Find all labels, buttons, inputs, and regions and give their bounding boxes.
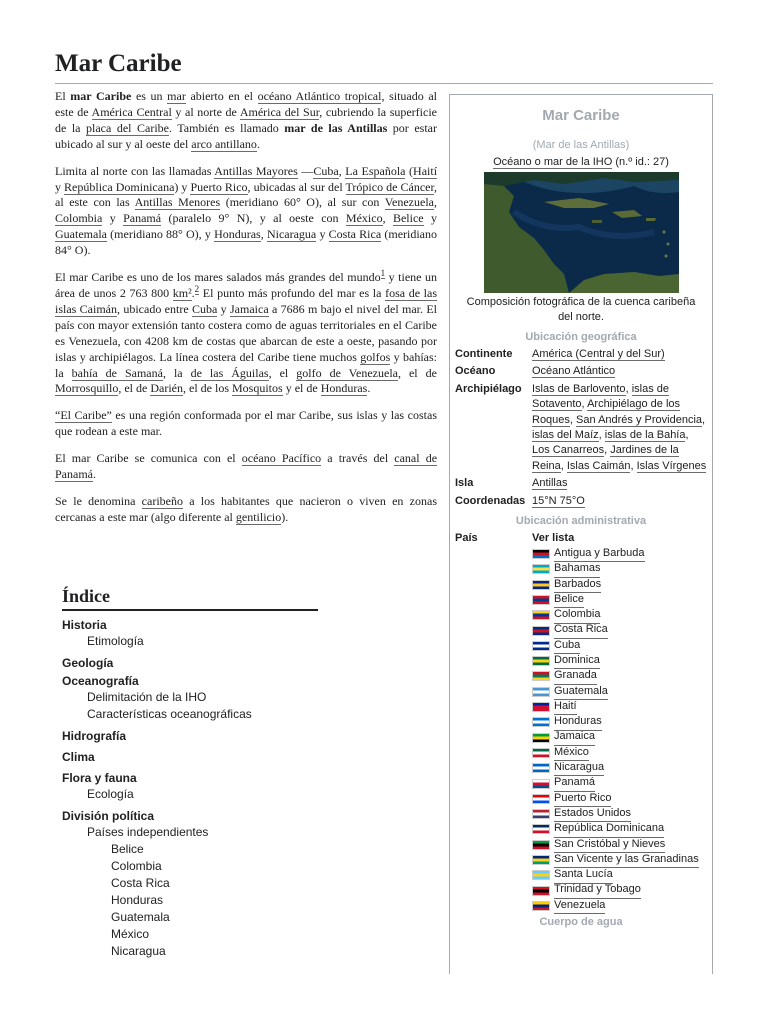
country-link[interactable]: Jamaica bbox=[554, 729, 595, 745]
flag-icon bbox=[532, 901, 550, 911]
text-run: y bbox=[316, 227, 329, 242]
list-separator: , bbox=[685, 429, 689, 442]
article-body bbox=[55, 89, 437, 537]
list-separator: , bbox=[604, 444, 611, 457]
article-link[interactable]: océano Pacífico bbox=[241, 451, 322, 466]
article-link[interactable]: América del Sur bbox=[239, 104, 320, 119]
archipielago-link[interactable]: Islas Vírgenes bbox=[636, 459, 707, 472]
text-run: . bbox=[93, 467, 96, 482]
row-oceano bbox=[450, 364, 712, 379]
text-run: y bbox=[217, 301, 231, 316]
article-link[interactable]: placa del Caribe bbox=[86, 120, 169, 135]
value-coordenadas bbox=[532, 494, 712, 509]
country-link[interactable]: Honduras bbox=[554, 714, 602, 730]
label-isla: Isla bbox=[455, 477, 474, 490]
country-link[interactable]: Nicaragua bbox=[554, 760, 604, 776]
text-run: , bbox=[434, 195, 437, 210]
country-link[interactable]: Granada bbox=[554, 668, 597, 684]
text-run: y bbox=[423, 211, 438, 226]
flag-icon bbox=[532, 840, 550, 850]
text-run: ( bbox=[405, 163, 414, 178]
country-item bbox=[532, 761, 708, 776]
country-item bbox=[532, 623, 708, 638]
country-item bbox=[532, 822, 708, 837]
label-archipielago: Archipiélago bbox=[455, 382, 522, 395]
toc-item[interactable]: Etimología bbox=[87, 634, 144, 648]
article-link[interactable]: arco antillano bbox=[191, 136, 257, 151]
toc-item[interactable]: Países independientes bbox=[87, 825, 209, 839]
text-run: . También es llamado bbox=[169, 120, 285, 135]
paragraph-intro bbox=[55, 89, 437, 153]
flag-icon bbox=[532, 580, 550, 590]
row-isla bbox=[450, 476, 712, 491]
row-coordenadas bbox=[450, 494, 712, 509]
text-run: , el bbox=[268, 365, 297, 380]
infobox-title: Mar Caribe bbox=[542, 107, 620, 124]
infobox-iho-line bbox=[450, 156, 712, 168]
country-item bbox=[532, 730, 708, 745]
list-separator: , bbox=[598, 429, 605, 442]
list-separator: , bbox=[630, 459, 637, 472]
country-item bbox=[532, 745, 708, 760]
toc-list bbox=[62, 617, 318, 960]
toc-title: Índice bbox=[62, 586, 318, 611]
iho-link[interactable]: Océano o mar de la IHO bbox=[493, 156, 613, 168]
text-run: es un bbox=[131, 89, 168, 103]
country-link[interactable]: Venezuela bbox=[554, 898, 605, 914]
country-link[interactable]: San Cristóbal y Nieves bbox=[554, 837, 665, 853]
country-item bbox=[532, 898, 708, 913]
text-run: abierto en el bbox=[185, 89, 258, 103]
table-of-contents bbox=[62, 586, 318, 960]
article-link[interactable]: Venezuela bbox=[384, 195, 434, 210]
flag-icon bbox=[532, 610, 550, 620]
country-item bbox=[532, 807, 708, 822]
archipielago-link[interactable]: islas de Sotavento bbox=[532, 382, 669, 411]
paragraph-demonym bbox=[55, 494, 437, 526]
continente-link[interactable]: América (Central y del Sur) bbox=[532, 348, 665, 360]
list-separator: , bbox=[625, 382, 632, 395]
archipielago-link[interactable]: islas de la Bahía bbox=[604, 429, 686, 442]
text-run: , ubicadas al sur del bbox=[247, 179, 346, 194]
section-header-geo: Ubicación geográfica bbox=[525, 331, 637, 343]
text-run: , al este con las bbox=[55, 179, 437, 210]
article-link[interactable]: canal de Panamá bbox=[55, 451, 438, 482]
toc-item[interactable]: Honduras bbox=[111, 893, 164, 907]
country-link[interactable]: Bahamas bbox=[554, 561, 600, 577]
flag-icon bbox=[532, 717, 550, 727]
flag-icon bbox=[532, 641, 550, 651]
country-item bbox=[532, 654, 708, 669]
article-link[interactable]: km² bbox=[172, 285, 192, 300]
country-item bbox=[532, 791, 708, 806]
country-link[interactable]: República Dominicana bbox=[554, 821, 664, 837]
value-isla bbox=[532, 476, 712, 491]
country-link[interactable]: Antigua y Barbuda bbox=[554, 546, 645, 562]
toc-item[interactable]: Colombia bbox=[111, 859, 162, 873]
reference-link[interactable]: 2 bbox=[194, 283, 200, 294]
country-list bbox=[532, 546, 708, 913]
text-run: ) y bbox=[174, 179, 191, 194]
toc-item[interactable]: Guatemala bbox=[111, 910, 170, 924]
article-link[interactable]: Belice bbox=[392, 211, 424, 226]
paragraph-size bbox=[55, 270, 437, 397]
country-item bbox=[532, 638, 708, 653]
article-link[interactable]: Jamaica bbox=[230, 301, 269, 316]
country-item bbox=[532, 669, 708, 684]
text-run: , ubicado entre bbox=[117, 301, 192, 316]
article-link[interactable]: Cuba bbox=[313, 163, 339, 178]
article-link[interactable]: Trópico de Cáncer bbox=[345, 179, 434, 194]
paragraph-region bbox=[55, 408, 437, 440]
country-item bbox=[532, 562, 708, 577]
article-link[interactable]: Colombia bbox=[55, 211, 103, 226]
flag-icon bbox=[532, 687, 550, 697]
article-link[interactable]: “El Caribe” bbox=[55, 408, 112, 423]
text-run: (paralelo 9° N), y al oeste con bbox=[161, 211, 346, 226]
text-run: y tiene un área de unos 2 763 800 bbox=[55, 270, 437, 300]
article-link[interactable]: México bbox=[345, 211, 383, 226]
article-link[interactable]: fosa de las islas Caimán bbox=[55, 285, 437, 316]
article-link[interactable]: golfos bbox=[360, 349, 391, 364]
country-item bbox=[532, 608, 708, 623]
toc-item[interactable]: Hidrografía bbox=[62, 729, 127, 743]
label-coordenadas: Coordenadas bbox=[455, 494, 526, 507]
article-link[interactable]: Nicaragua bbox=[266, 227, 317, 242]
value-archipielago bbox=[532, 382, 712, 474]
page-title: Mar Caribe bbox=[55, 50, 182, 77]
article-link[interactable]: mar bbox=[167, 89, 186, 103]
country-item bbox=[532, 715, 708, 730]
country-item bbox=[532, 852, 708, 867]
row-archipielago bbox=[450, 382, 712, 474]
flag-icon bbox=[532, 886, 550, 896]
text-run: . bbox=[256, 136, 260, 151]
infobox-image-caption: Composición fotográfica de la cuenca caribeña del norte. bbox=[466, 296, 696, 323]
flag-icon bbox=[532, 794, 550, 804]
article-link[interactable]: Haití bbox=[413, 163, 438, 178]
value-continente bbox=[532, 347, 712, 362]
text-run: , el de los bbox=[183, 381, 232, 396]
country-item bbox=[532, 837, 708, 852]
label-continente: Continente bbox=[455, 348, 513, 360]
list-separator: , bbox=[560, 459, 567, 472]
toc-item[interactable]: Belice bbox=[111, 842, 144, 856]
text-run: El bbox=[55, 89, 71, 103]
article-link[interactable]: Guatemala bbox=[55, 227, 107, 242]
text-run: , bbox=[338, 163, 346, 178]
toc-item[interactable]: Flora y fauna bbox=[62, 771, 137, 785]
caribbean-satellite-image[interactable] bbox=[484, 172, 679, 293]
row-continente bbox=[450, 347, 712, 362]
text-run: . bbox=[191, 285, 195, 300]
article-link[interactable]: La Española bbox=[345, 163, 406, 178]
country-link[interactable]: Haití bbox=[554, 699, 577, 715]
country-item bbox=[532, 883, 708, 898]
title-divider bbox=[55, 83, 713, 84]
country-item bbox=[532, 577, 708, 592]
article-link[interactable]: Morrosquillo bbox=[55, 381, 119, 396]
toc-item[interactable]: México bbox=[111, 927, 150, 941]
text-run: — bbox=[297, 163, 314, 178]
article-link[interactable]: Panamá bbox=[123, 211, 162, 226]
article-link[interactable]: República Dominicana bbox=[64, 179, 175, 194]
country-link[interactable]: Barbados bbox=[554, 577, 601, 593]
text-run: por estar ubicado al sur y al oeste del bbox=[55, 120, 437, 151]
archipielago-link[interactable]: islas del Maíz bbox=[532, 429, 599, 442]
article-link[interactable]: caribeño bbox=[141, 493, 183, 508]
text-run: (meridiano 60° O), al sur con bbox=[220, 195, 385, 210]
toc-item[interactable]: Nicaragua bbox=[111, 944, 166, 958]
section-header-water-body: Cuerpo de agua bbox=[539, 915, 623, 928]
country-link[interactable]: Santa Lucía bbox=[554, 867, 613, 883]
flag-icon bbox=[532, 671, 550, 681]
text-run: , bbox=[382, 211, 393, 226]
flag-icon bbox=[532, 824, 550, 834]
label-pais: País bbox=[455, 532, 478, 545]
flag-icon bbox=[532, 870, 550, 880]
text-run: a los habitantes que nacieron o viven en zonas cercanas a este mar (algo diferente al bbox=[55, 493, 437, 524]
country-link[interactable]: Estados Unidos bbox=[554, 806, 631, 822]
flag-icon bbox=[532, 763, 550, 773]
row-pais bbox=[450, 531, 712, 914]
article-link[interactable]: de las Águilas bbox=[190, 365, 269, 380]
flag-icon bbox=[532, 733, 550, 743]
country-item bbox=[532, 868, 708, 883]
country-link[interactable]: Dominica bbox=[554, 653, 600, 669]
country-link[interactable]: Cuba bbox=[554, 638, 580, 654]
list-separator: , bbox=[702, 413, 706, 426]
article-link[interactable]: Puerto Rico bbox=[190, 179, 248, 194]
country-item bbox=[532, 684, 708, 699]
paragraph-panama bbox=[55, 451, 437, 483]
text-run: es una región conformada por el mar Caribe, sus islas y las costas que rodean a este mar. bbox=[55, 408, 437, 439]
paragraph-limits bbox=[55, 164, 437, 259]
coordinates-link[interactable]: 15°N 75°O bbox=[532, 494, 585, 507]
archipielago-link[interactable]: Islas de Barlovento bbox=[532, 382, 626, 395]
bold-term: mar Caribe bbox=[70, 89, 132, 103]
text-run: , bbox=[260, 227, 267, 242]
flag-icon bbox=[532, 748, 550, 758]
toc-item[interactable]: Historia bbox=[62, 618, 107, 632]
isla-link[interactable]: Antillas bbox=[532, 477, 568, 490]
country-item bbox=[532, 546, 708, 561]
text-run: , cubriendo la superficie de la bbox=[55, 104, 437, 135]
text-run: (meridiano 84° O). bbox=[55, 227, 438, 258]
article-link[interactable]: Honduras bbox=[214, 227, 261, 242]
list-separator: , bbox=[581, 398, 588, 411]
archipielago-link[interactable]: San Andrés y Providencia bbox=[576, 413, 703, 426]
flag-icon bbox=[532, 656, 550, 666]
ver-lista-toggle[interactable]: Ver lista bbox=[532, 532, 575, 545]
reference-link[interactable]: 1 bbox=[380, 268, 386, 279]
country-link[interactable]: Guatemala bbox=[554, 684, 608, 700]
text-run: , el de bbox=[397, 365, 437, 380]
text-run: Limita al norte con las llamadas bbox=[55, 163, 215, 178]
flag-icon bbox=[532, 809, 550, 819]
country-link[interactable]: México bbox=[554, 745, 589, 761]
country-link[interactable]: Belice bbox=[554, 592, 584, 608]
country-link[interactable]: Trinidad y Tobago bbox=[554, 882, 641, 898]
toc-item[interactable]: Características oceanográficas bbox=[87, 707, 252, 721]
article-link[interactable]: golfo de Venezuela bbox=[296, 365, 398, 380]
bold-term: mar de las Antillas bbox=[284, 120, 388, 135]
value-oceano bbox=[532, 364, 712, 379]
country-link[interactable]: Costa Rica bbox=[554, 622, 608, 638]
toc-item[interactable]: Clima bbox=[62, 750, 95, 764]
article-link[interactable]: bahía de Samaná bbox=[71, 365, 163, 380]
article-link[interactable]: América Central bbox=[91, 104, 172, 119]
article-link[interactable]: Antillas Menores bbox=[134, 195, 221, 210]
text-run: (meridiano 88° O), y bbox=[106, 227, 215, 242]
text-run: y bbox=[55, 179, 65, 194]
text-run: Se le denomina bbox=[55, 493, 142, 508]
article-link[interactable]: Darién bbox=[150, 381, 183, 396]
article-link[interactable]: océano Atlántico tropical bbox=[257, 89, 382, 103]
text-run: El mar Caribe es uno de los mares salados más grandes del mundo bbox=[55, 270, 381, 285]
toc-item[interactable]: Costa Rica bbox=[111, 876, 170, 890]
infobox-alt-name: (Mar de las Antillas) bbox=[532, 139, 630, 151]
text-run: ). bbox=[281, 509, 289, 524]
flag-icon bbox=[532, 549, 550, 559]
text-run: . bbox=[367, 381, 371, 396]
archipielago-link[interactable]: Archipiélago de los Roques bbox=[532, 398, 681, 426]
flag-icon bbox=[532, 779, 550, 789]
label-oceano: Océano bbox=[455, 365, 496, 378]
toc-item[interactable]: División política bbox=[62, 809, 155, 823]
text-run: , la bbox=[162, 365, 191, 380]
article-link[interactable]: Cuba bbox=[191, 301, 218, 316]
text-run: El punto más profundo del mar es la bbox=[199, 285, 386, 300]
article-link[interactable]: Costa Rica bbox=[328, 227, 382, 242]
text-run: El mar Caribe se comunica con el bbox=[55, 451, 242, 466]
toc-item[interactable]: Oceanografía bbox=[62, 674, 139, 688]
text-run: a 7686 m bajo el nivel del mar. El país con mayor extensión tanto costera como de aguas territoriales en el Caribe es Venezuela, con 4208 km de costas que abarcan de este a oeste, pasando por islas y archipiélagos. La línea costera del Caribe tiene muchos bbox=[55, 301, 438, 364]
archipielago-link[interactable]: Jardines de la Reina bbox=[532, 444, 679, 472]
article-link[interactable]: Antillas Mayores bbox=[214, 163, 298, 178]
flag-icon bbox=[532, 564, 550, 574]
text-run: , el de bbox=[118, 381, 151, 396]
toc-item[interactable]: Geología bbox=[62, 656, 114, 670]
iho-id: (n.º id.: 27) bbox=[615, 156, 669, 168]
archipielago-link[interactable]: Los Canarreos bbox=[532, 444, 605, 457]
toc-item[interactable]: Ecología bbox=[87, 787, 134, 801]
article-link[interactable]: Mosquitos bbox=[232, 381, 283, 396]
text-run: y bbox=[102, 211, 124, 226]
flag-icon bbox=[532, 595, 550, 605]
flag-icon bbox=[532, 626, 550, 636]
text-run: , situado al este de bbox=[55, 89, 438, 119]
country-item bbox=[532, 699, 708, 714]
text-run: a través del bbox=[321, 451, 395, 466]
article-link[interactable]: gentilicio bbox=[235, 509, 282, 524]
oceano-link[interactable]: Océano Atlántico bbox=[532, 365, 616, 378]
country-item bbox=[532, 592, 708, 607]
flag-icon bbox=[532, 702, 550, 712]
text-run: y bahías: la bbox=[55, 349, 437, 380]
flag-icon bbox=[532, 855, 550, 865]
country-link[interactable]: Puerto Rico bbox=[554, 791, 611, 807]
infobox bbox=[449, 94, 713, 974]
country-link[interactable]: San Vicente y las Granadinas bbox=[554, 852, 699, 868]
value-pais bbox=[532, 531, 712, 914]
text-run: y al norte de bbox=[171, 104, 240, 119]
list-separator: , bbox=[569, 413, 577, 426]
toc-item[interactable]: Delimitación de la IHO bbox=[87, 690, 207, 704]
country-item bbox=[532, 776, 708, 791]
country-link[interactable]: Panamá bbox=[554, 775, 595, 791]
text-run: y el de bbox=[282, 381, 321, 396]
country-link[interactable]: Colombia bbox=[554, 607, 600, 623]
article-link[interactable]: Honduras bbox=[320, 381, 368, 396]
section-header-admin: Ubicación administrativa bbox=[515, 515, 647, 528]
archipielago-link[interactable]: Islas Caimán bbox=[566, 459, 631, 472]
